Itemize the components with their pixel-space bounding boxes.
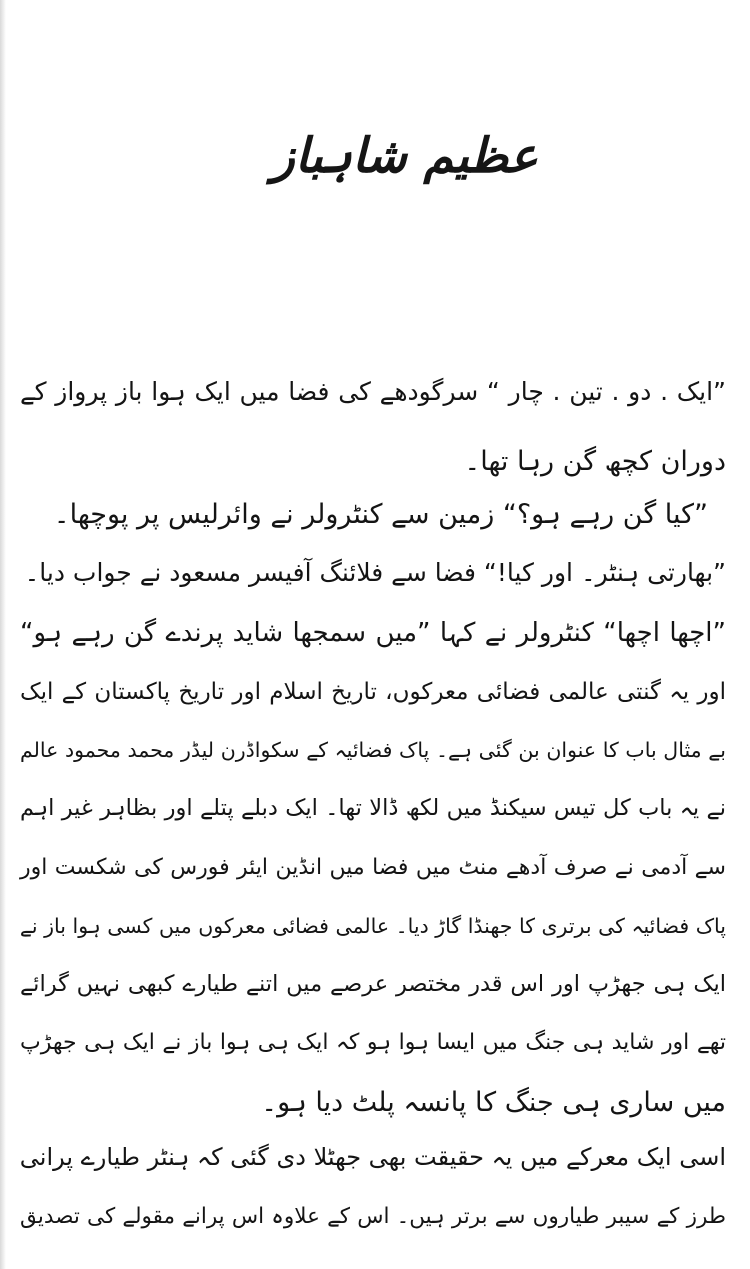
paragraph-line: اسی ایک معرکے میں یہ حقیقت بھی جھٹلا دی گئی کہ ہنٹر طیارے پرانی [19, 1143, 726, 1171]
paragraph-line: سے آدمی نے صرف آدھے منٹ میں فضا میں انڈین ایئر فورس کی شکست اور [20, 855, 726, 880]
paragraph-line: ”ایک . دو . تین . چار “ سرگودھے کی فضا میں ایک ہوا باز پرواز کے [20, 377, 726, 406]
paragraph-line: دوران کچھ گن رہا تھا۔ [464, 446, 726, 477]
paragraph-line: بے مثال باب کا عنوان بن گئی ہے۔ پاک فضائیہ کے سکواڈرن لیڈر محمد محمود عالم [20, 738, 726, 762]
paragraph-line: ایک ہی جھڑپ اور اس قدر مختصر عرصے میں اتنے طیارے کبھی نہیں گرائے [20, 971, 726, 997]
paragraph-line: ”اچھا اچھا“ کنٹرولر نے کہا ”میں سمجھا شاید پرندے گن رہے ہو“ [20, 618, 726, 648]
chapter-title: عظیم شاہباز [271, 128, 538, 184]
paragraph-line: ”کیا گن رہے ہو؟“ زمین سے کنٹرولر نے وائرلیس پر پوچھا۔ [53, 499, 708, 530]
paragraph-line: طرز کے سیبر طیاروں سے برتر ہیں۔ اس کے علاوہ اس پرانے مقولے کی تصدیق [20, 1204, 726, 1229]
paragraph-line: تھے اور شاید ہی جنگ میں ایسا ہوا ہو کہ ایک ہی ہوا باز نے ایک ہی جھڑپ [20, 1030, 726, 1055]
paragraph-line: میں ساری ہی جنگ کا پانسہ پلٹ دیا ہو۔ [261, 1087, 726, 1118]
page-edge-shadow [0, 0, 6, 1269]
paragraph-line: پاک فضائیہ کی برتری کا جھنڈا گاڑ دیا۔ عالمی فضائی معرکوں میں کسی ہوا باز نے [19, 914, 726, 938]
paragraph-line: اور یہ گنتی عالمی فضائی معرکوں، تاریخ اسلام اور تاریخ پاکستان کے ایک [20, 679, 726, 705]
paragraph-line: نے یہ باب کل تیس سیکنڈ میں لکھ ڈالا تھا۔ ایک دبلے پتلے اور بظاہر غیر اہم [20, 795, 726, 821]
paragraph-line: ”بھارتی ہنٹر۔ اور کیا!“ فضا سے فلائنگ آفیسر مسعود نے جواب دیا۔ [24, 558, 726, 587]
